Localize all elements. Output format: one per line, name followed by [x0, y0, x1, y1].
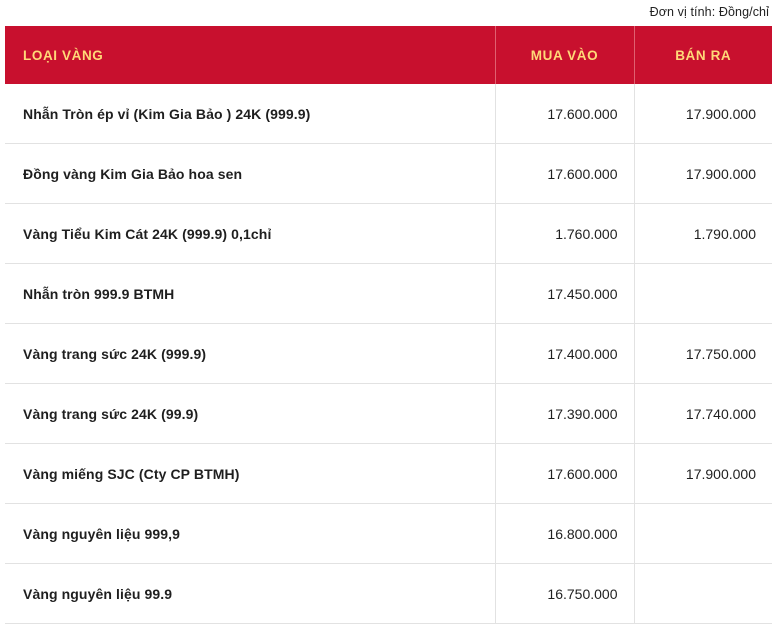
cell-buy-price: 17.600.000: [495, 144, 634, 204]
cell-gold-type: Vàng trang sức 24K (99.9): [5, 384, 495, 444]
cell-sell-price: [634, 264, 772, 324]
cell-gold-type: Vàng miếng SJC (Cty CP BTMH): [5, 444, 495, 504]
cell-buy-price: 17.600.000: [495, 84, 634, 144]
cell-buy-price: 17.390.000: [495, 384, 634, 444]
cell-gold-type: Vàng nguyên liệu 999,9: [5, 504, 495, 564]
unit-note: Đơn vị tính: Đồng/chỉ: [649, 5, 769, 19]
gold-price-table: [5, 26, 772, 624]
table-row: [5, 504, 772, 564]
table-row: [5, 144, 772, 204]
cell-gold-type: Đồng vàng Kim Gia Bảo hoa sen: [5, 144, 495, 204]
cell-gold-type: Vàng Tiểu Kim Cát 24K (999.9) 0,1chỉ: [5, 204, 495, 264]
cell-buy-price: 16.750.000: [495, 564, 634, 624]
cell-sell-price: 17.740.000: [634, 384, 772, 444]
table-row: [5, 444, 772, 504]
column-header-buy: MUA VÀO: [495, 26, 634, 84]
table-header-row: [5, 26, 772, 84]
cell-sell-price: 17.900.000: [634, 84, 772, 144]
cell-sell-price: 17.750.000: [634, 324, 772, 384]
table-body: [5, 84, 772, 624]
cell-buy-price: 1.760.000: [495, 204, 634, 264]
cell-gold-type: Vàng trang sức 24K (999.9): [5, 324, 495, 384]
table-header: [5, 26, 772, 84]
cell-gold-type: Nhẫn tròn 999.9 BTMH: [5, 264, 495, 324]
cell-gold-type: Nhẫn Tròn ép vỉ (Kim Gia Bảo ) 24K (999.9): [5, 84, 495, 144]
cell-buy-price: 17.450.000: [495, 264, 634, 324]
column-header-gold-type: LOẠI VÀNG: [5, 26, 495, 84]
cell-buy-price: 16.800.000: [495, 504, 634, 564]
cell-sell-price: 17.900.000: [634, 444, 772, 504]
table-row: [5, 324, 772, 384]
table-row: [5, 264, 772, 324]
cell-buy-price: 17.400.000: [495, 324, 634, 384]
cell-sell-price: 1.790.000: [634, 204, 772, 264]
cell-sell-price: [634, 564, 772, 624]
table-row: [5, 84, 772, 144]
cell-buy-price: 17.600.000: [495, 444, 634, 504]
cell-gold-type: Vàng nguyên liệu 99.9: [5, 564, 495, 624]
table-row: [5, 384, 772, 444]
table-row: [5, 564, 772, 624]
column-header-sell: BÁN RA: [634, 26, 772, 84]
cell-sell-price: 17.900.000: [634, 144, 772, 204]
cell-sell-price: [634, 504, 772, 564]
table-row: [5, 204, 772, 264]
